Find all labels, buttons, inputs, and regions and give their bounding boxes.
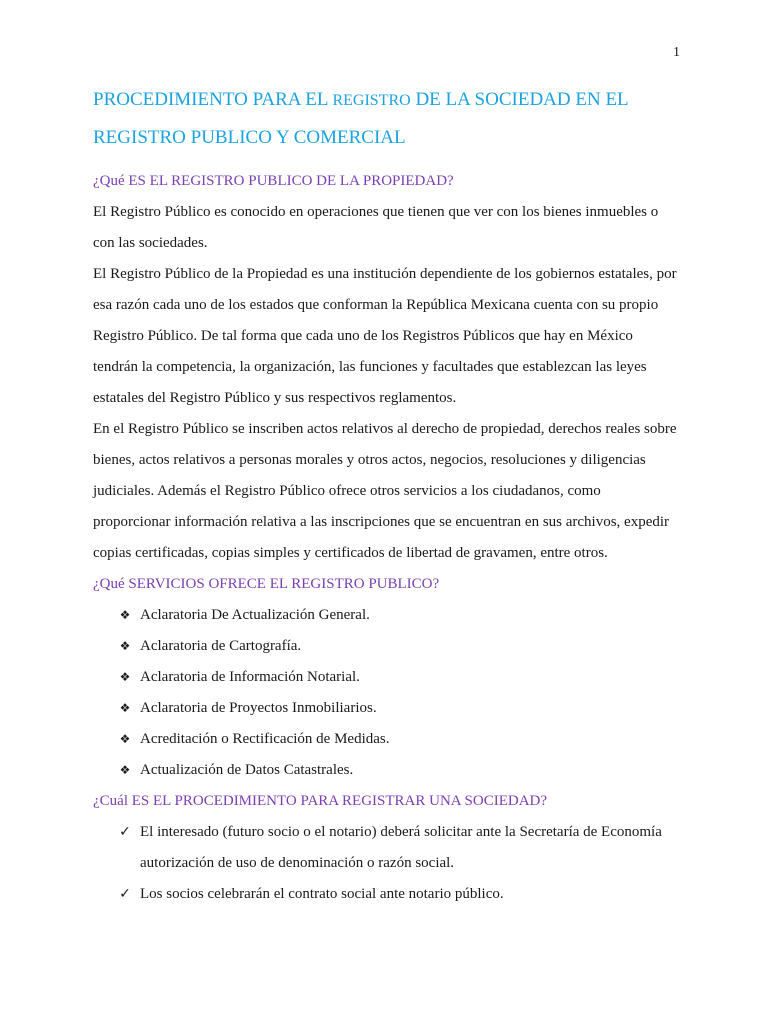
list-item (93, 879, 678, 910)
title-line-1-part-3: DE LA SOCIEDAD EN EL (410, 89, 629, 110)
checkmark-icon: ✓ (119, 886, 131, 902)
diamond-bullet-icon: ❖ (119, 608, 131, 622)
list-item-text: Los socios celebrarán el contrato social ante notario público. (140, 886, 504, 902)
document-title (93, 84, 693, 154)
list-item-text: Aclaratoria De Actualización General. (140, 607, 370, 623)
diamond-bullet-icon: ❖ (119, 670, 131, 684)
list-item (93, 724, 678, 755)
list-item (93, 631, 678, 662)
diamond-bullet-icon: ❖ (119, 732, 131, 746)
section-heading-registro: ¿Qué ES EL REGISTRO PUBLICO DE LA PROPIEDAD? (93, 173, 454, 189)
list-item (93, 600, 678, 631)
document-body (93, 166, 678, 910)
checkmark-icon: ✓ (119, 824, 131, 840)
procedure-list (93, 817, 678, 910)
list-item (93, 693, 678, 724)
title-line-1 (93, 84, 693, 117)
paragraph-1: El Registro Público es conocido en operaciones que tienen que ver con los bienes inmuebles o con las sociedades. (93, 204, 659, 251)
title-line-1-part-2: REGISTRO (332, 92, 411, 109)
list-item-text: Aclaratoria de Cartografía. (140, 638, 302, 654)
services-list (93, 600, 678, 786)
section-heading-procedimiento: ¿Cuál ES EL PROCEDIMIENTO PARA REGISTRAR UNA SOCIEDAD? (93, 793, 548, 809)
list-item-text: Aclaratoria de Proyectos Inmobiliarios. (140, 700, 377, 716)
list-item-text: Aclaratoria de Información Notarial. (140, 669, 360, 685)
list-item (93, 817, 678, 879)
list-item (93, 755, 678, 786)
diamond-bullet-icon: ❖ (119, 763, 131, 777)
title-line-2: REGISTRO PUBLICO Y COMERCIAL (93, 127, 406, 148)
list-item-text: El interesado (futuro socio o el notario) deberá solicitar ante la Secretaría de Economía autorización de uso de denominación o razón social. (140, 824, 662, 871)
list-item (93, 662, 678, 693)
diamond-bullet-icon: ❖ (119, 701, 131, 715)
page-number: 1 (673, 45, 680, 60)
list-item-text: Acreditación o Rectificación de Medidas. (140, 731, 390, 747)
title-line-1-part-1: PROCEDIMIENTO PARA EL (93, 89, 333, 110)
list-item-text: Actualización de Datos Catastrales. (140, 762, 354, 778)
diamond-bullet-icon: ❖ (119, 639, 131, 653)
paragraph-3: En el Registro Público se inscriben actos relativos al derecho de propiedad, derechos reales sobre bienes, actos relativos a personas morales y otros actos, negocios, resoluciones y diligencias judiciales. Además el Registro Público ofrece otros servicios a los ciudadanos, como proporcionar información relativa a las inscripciones que se encuentran en sus archivos, expedir copias certificadas, copias simples y certificados de libertad de gravamen, entre otros. (93, 421, 677, 561)
paragraph-2: El Registro Público de la Propiedad es una institución dependiente de los gobiernos estatales, por esa razón cada uno de los estados que conforman la República Mexicana cuenta con su propio Registro Público. De tal forma que cada uno de los Registros Públicos que hay en México tendrán la competencia, la organización, las funciones y facultades que establezcan las leyes estatales del Registro Público y sus respectivos reglamentos. (93, 266, 677, 406)
section-heading-servicios: ¿Qué SERVICIOS OFRECE EL REGISTRO PUBLICO? (93, 576, 440, 592)
